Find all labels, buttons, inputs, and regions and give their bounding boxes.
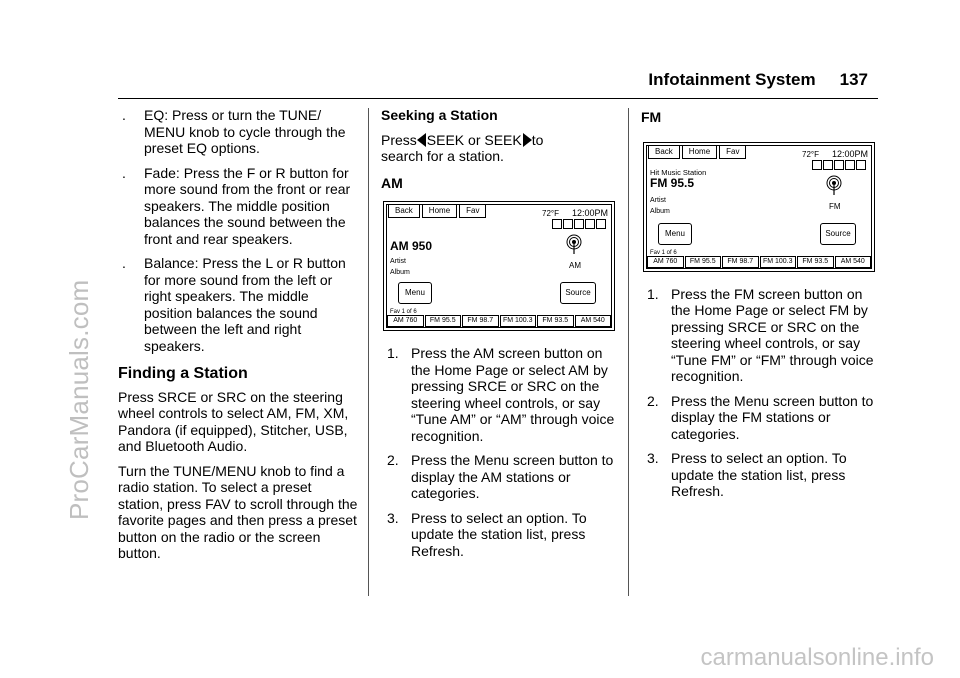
am-radio-screen [383, 201, 615, 331]
step-text: Press to select an option. To update the station list, press Refresh. [411, 509, 587, 559]
status-icon [552, 219, 562, 229]
page-title: Infotainment System [648, 70, 816, 89]
fm-steps [641, 286, 881, 500]
page-header [620, 70, 868, 90]
step-item [641, 393, 881, 443]
preset-button[interactable]: FM 95.5 [425, 315, 462, 327]
step-number: 3. [647, 450, 659, 466]
source-button[interactable]: Source [820, 223, 856, 245]
step-text: Press the Menu screen button to display the FM stations or categories. [671, 392, 874, 442]
status-icon [845, 160, 855, 170]
step-number: 3. [387, 509, 399, 526]
step-number: 2. [647, 392, 659, 409]
seek-back-icon [417, 133, 426, 147]
album-label: Album [390, 269, 410, 276]
fav-tab[interactable]: Fav [459, 204, 486, 218]
band-label: FM [829, 201, 841, 211]
step-item [641, 286, 881, 385]
step-number: 1. [387, 345, 399, 361]
preset-button[interactable]: FM 100.3 [760, 256, 797, 268]
am-steps [381, 345, 621, 559]
menu-button[interactable]: Menu [398, 282, 432, 304]
antenna-icon [824, 175, 844, 195]
bullet-item [118, 165, 358, 248]
side-watermark: ProCarManuals.com [64, 279, 94, 520]
paragraph: Press SRCE or SRC on the steering wheel controls to select AM, FM, XM, Pandora (if equipped), Stitcher, USB, and Bluetooth Audio. [118, 388, 349, 454]
step-number: 2. [387, 452, 399, 468]
station-name: AM 950 [390, 239, 433, 253]
column-divider-1 [368, 108, 369, 596]
menu-button[interactable]: Menu [658, 223, 692, 245]
preset-button[interactable]: FM 93.5 [797, 256, 834, 268]
preset-button[interactable]: AM 540 [575, 315, 612, 327]
source-button[interactable]: Source [560, 282, 596, 304]
am-heading: AM [381, 174, 403, 191]
step-text: Press the Menu screen button to display the AM stations or categories. [411, 452, 614, 501]
status-icon [596, 219, 606, 229]
bottom-watermark: carmanualsonline.info [700, 644, 934, 671]
station-name: FM 95.5 [650, 175, 695, 190]
home-tab[interactable]: Home [682, 145, 717, 159]
preset-button[interactable]: AM 760 [647, 256, 684, 268]
seek-instruction-cont: search for a station. [381, 148, 504, 164]
status-icons [551, 219, 606, 229]
preset-button[interactable]: AM 760 [387, 315, 424, 327]
paragraph: Turn the TUNE/MENU knob to find a radio station. To select a preset station, press FAV to scroll through the favorite pages and then press a preset button on the radio or the screen button. [118, 462, 358, 561]
status-icon [834, 160, 844, 170]
step-item [381, 510, 621, 560]
fav-page-label: Fav 1 of 6 [650, 249, 677, 256]
preset-button[interactable]: FM 100.3 [500, 315, 537, 327]
column-3 [641, 107, 881, 508]
artist-label: Artist [390, 258, 406, 265]
bullet-marker: . [122, 255, 126, 271]
screen-tabs [388, 204, 488, 218]
fav-page-label: Fav 1 of 6 [390, 309, 417, 315]
back-tab[interactable]: Back [648, 145, 680, 159]
bullet-marker: . [122, 164, 126, 181]
album-label: Album [650, 207, 670, 215]
clock: 12:00PM [572, 208, 609, 218]
home-tab[interactable]: Home [422, 204, 457, 218]
step-text: Press the FM screen button on the Home Page or select FM by pressing SRCE or SRC on the steering wheel controls, or say “Tune FM” or “FM” through voice recognition. [671, 285, 874, 384]
status-icon [585, 219, 595, 229]
step-number: 1. [647, 285, 659, 302]
seek-instruction [381, 132, 621, 149]
column-divider-2 [628, 108, 629, 596]
status-icon [574, 219, 584, 229]
clock: 12:00PM [832, 148, 869, 159]
step-text: Press to select an option. To update the station list, press Refresh. [671, 450, 847, 499]
band-label: AM [569, 261, 581, 270]
section-title: Finding a Station [118, 365, 248, 382]
status-icon [563, 219, 573, 229]
temperature: 72°F [542, 209, 559, 218]
bullet-text: EQ: Press or turn the TUNE/ MENU knob to cycle through the preset EQ options. [144, 107, 346, 156]
bullet-item [118, 107, 358, 157]
preset-button[interactable]: AM 540 [835, 256, 872, 268]
step-item [381, 452, 621, 502]
bullet-text: Fade: Press the F or R button for more sound from the front or rear speakers. The middle position balances the sound between the front and rear speakers. [144, 164, 351, 247]
seek-forward-icon [523, 133, 532, 147]
page-number: 137 [839, 70, 868, 89]
seek-press-text: Press [381, 131, 417, 148]
subheading: Seeking a Station [381, 107, 498, 123]
antenna-icon [564, 234, 584, 254]
bullet-marker: . [122, 107, 126, 123]
status-icon [856, 160, 866, 170]
status-icon [812, 160, 822, 170]
preset-button[interactable]: FM 95.5 [685, 256, 722, 268]
seek-to-text: to [531, 131, 544, 148]
temperature: 72°F [802, 149, 819, 159]
bullet-item [118, 255, 358, 354]
fm-radio-screen [643, 142, 875, 272]
status-icons [811, 160, 866, 170]
preset-button[interactable]: FM 93.5 [537, 315, 574, 327]
status-icon [823, 160, 833, 170]
bullet-text: Balance: Press the L or R button for more sound from the left or right speakers. The middle position balances the sound between the left and right speakers. [144, 255, 346, 354]
header-rule [118, 98, 878, 99]
seek-mid-text: SEEK or SEEK [426, 131, 522, 148]
preset-button[interactable]: FM 98.7 [722, 256, 759, 268]
category-label: Hit Music Station [650, 167, 707, 177]
screen-tabs [648, 145, 748, 159]
step-text: Press the AM screen button on the Home Page or select AM by pressing SRCE or SRC on the steering wheel controls, or say “Tune AM” or “AM” through voice recognition. [411, 345, 615, 444]
back-tab[interactable]: Back [388, 204, 420, 218]
fm-heading: FM [641, 109, 662, 125]
preset-bar [387, 315, 611, 327]
preset-button[interactable]: FM 98.7 [462, 315, 499, 327]
column-1 [118, 107, 358, 570]
fav-tab[interactable]: Fav [719, 145, 746, 159]
column-2 [381, 107, 621, 567]
preset-bar [647, 256, 871, 268]
artist-label: Artist [650, 196, 666, 204]
step-item [381, 345, 621, 444]
step-item [641, 450, 881, 500]
